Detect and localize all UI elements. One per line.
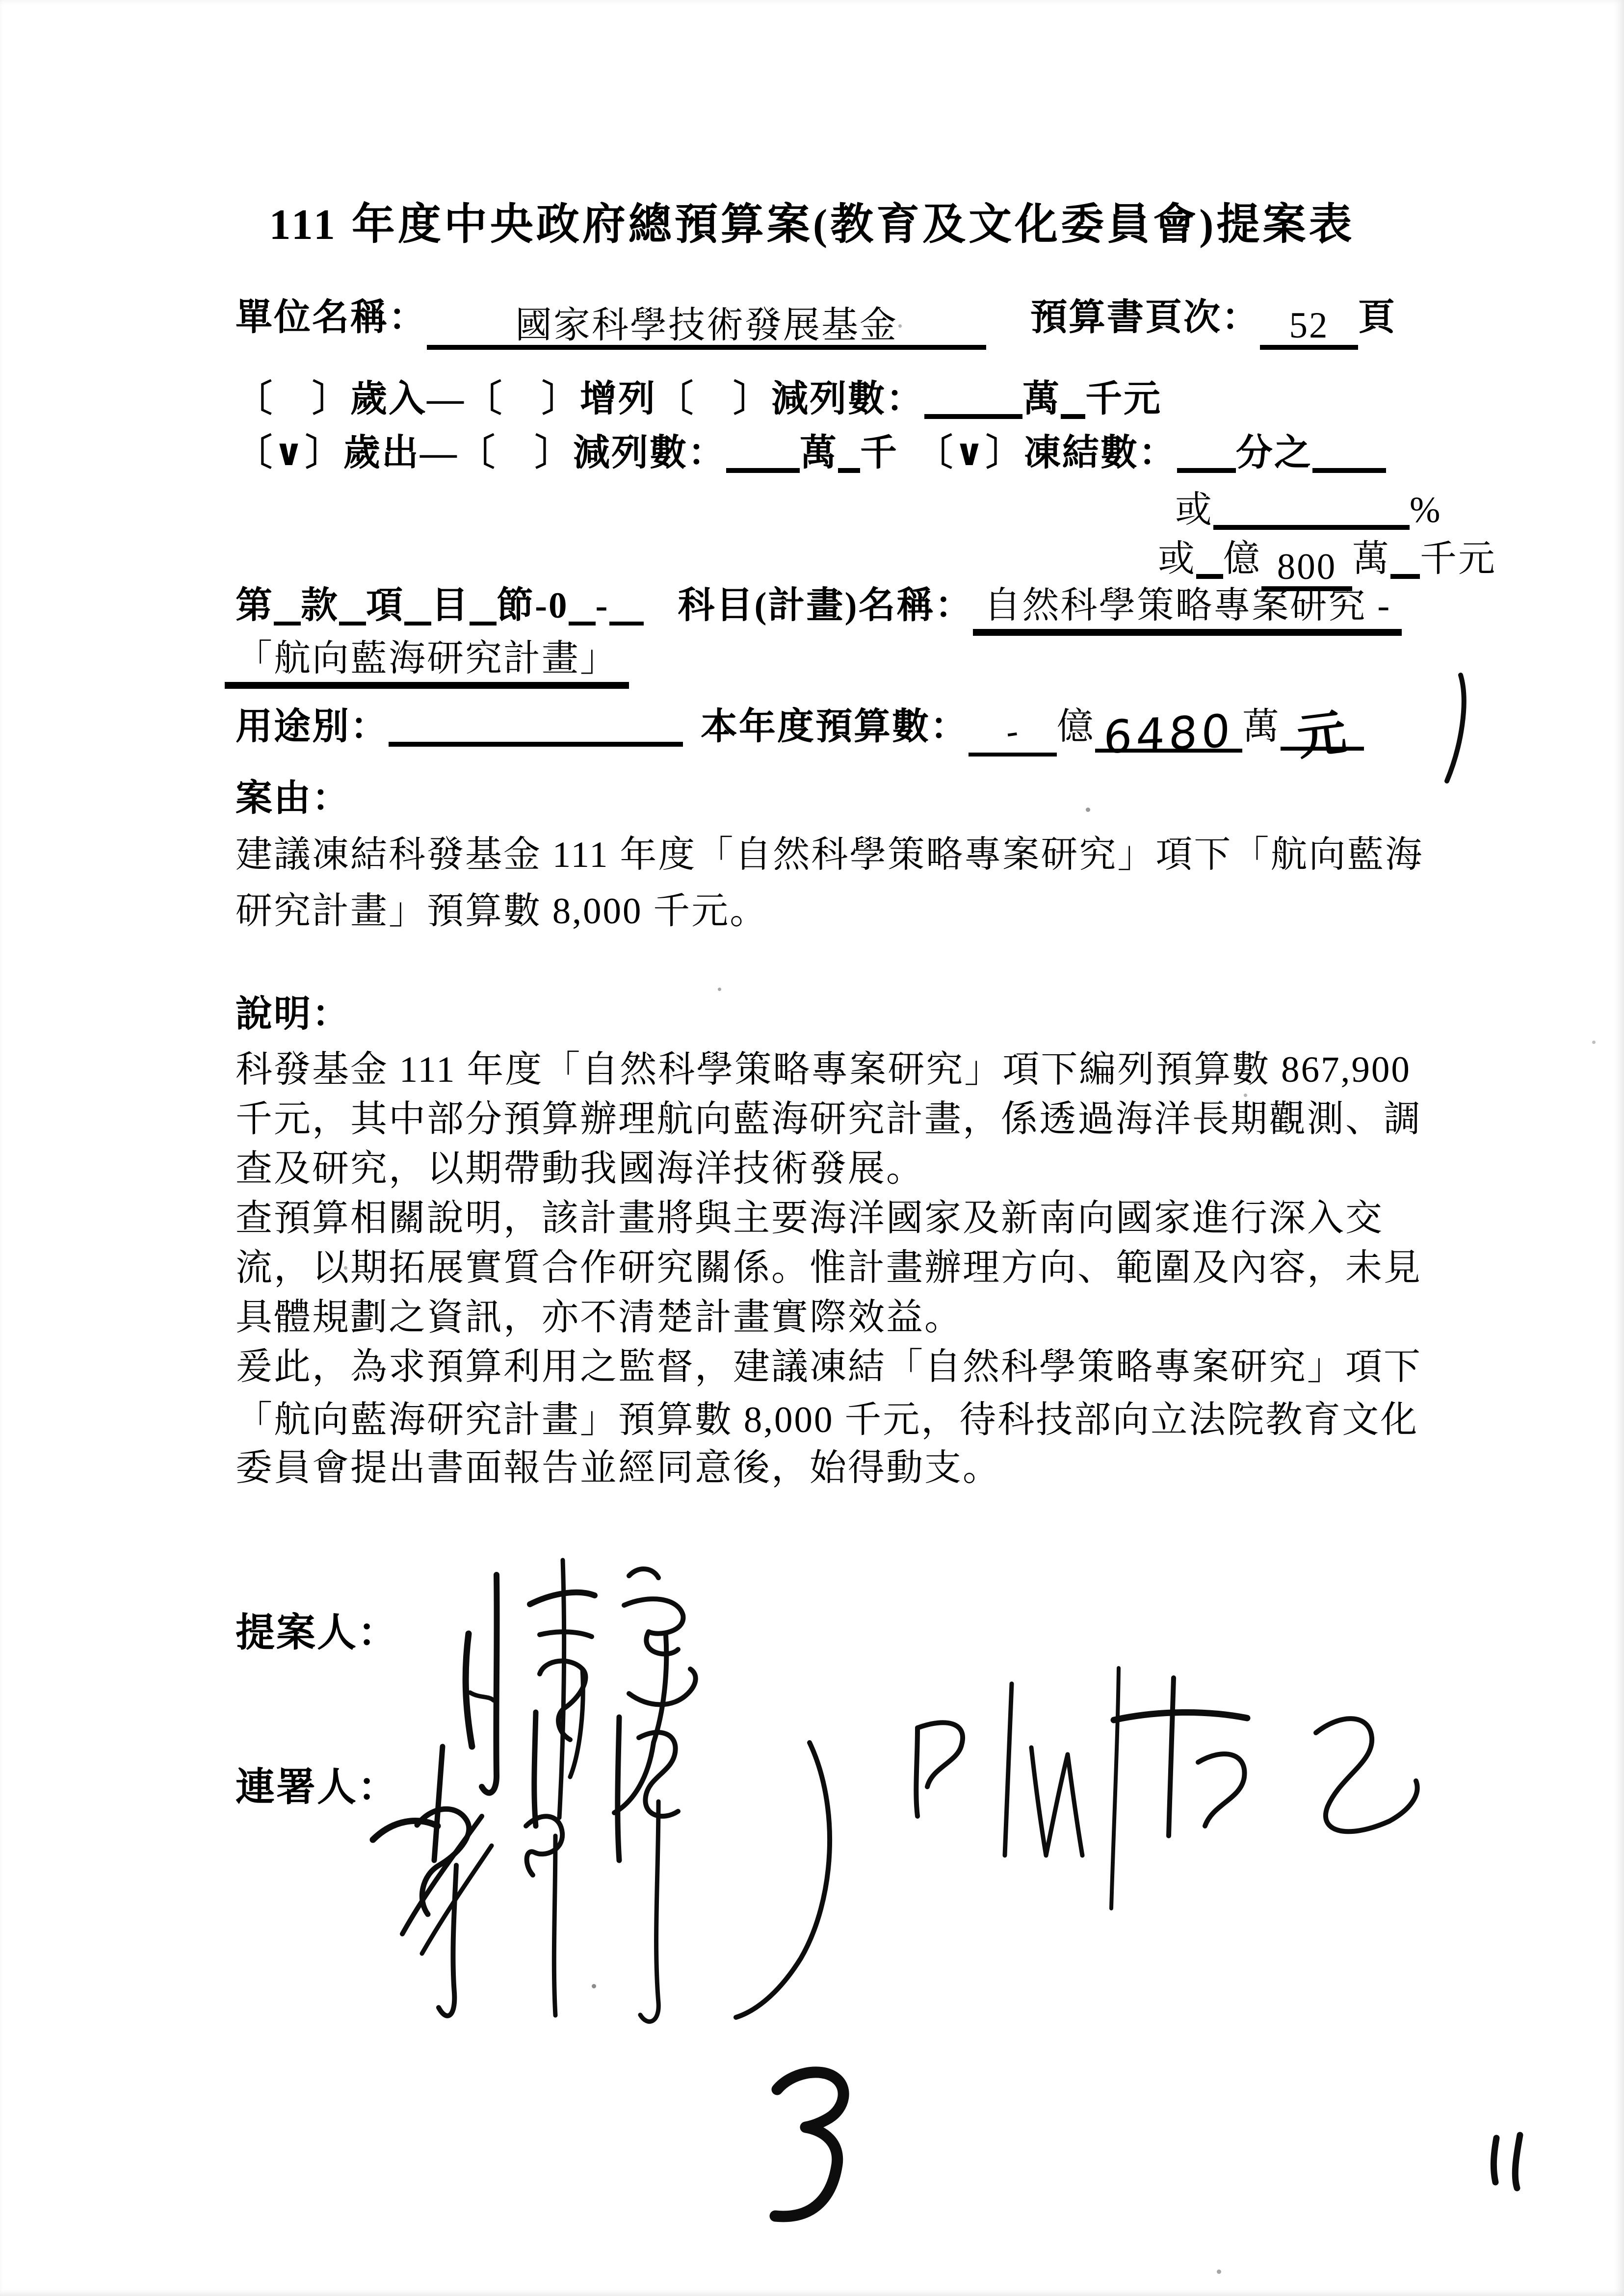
cosigner-signature-2 bbox=[883, 1663, 1447, 1913]
description-line: 委員會提出書面報告並經同意後，始得動支。 bbox=[236, 1448, 1001, 1488]
handwritten-yuan: 元 bbox=[1293, 703, 1351, 766]
budget-page-value: 52 bbox=[1289, 305, 1329, 346]
expense-row bbox=[236, 428, 1386, 474]
mu-label: 目 bbox=[431, 585, 470, 626]
mu-blank bbox=[404, 581, 431, 626]
scan-noise-specks bbox=[0, 0, 2, 2]
budget-page-label: 預算書頁次： bbox=[1030, 297, 1260, 338]
unit-value: 國家科學技術發展基金 bbox=[515, 305, 898, 346]
percent-sign: % bbox=[1410, 490, 1442, 530]
unit-row bbox=[236, 297, 1396, 350]
revenue-add-label: 增列 bbox=[580, 379, 657, 419]
expense-subject: 歲出— bbox=[343, 433, 458, 473]
subject-value-underlined: 自然科學策略專案研究 - bbox=[973, 585, 1402, 636]
unit-qianyuan: 千元 bbox=[1085, 379, 1162, 419]
freeze-blank2 bbox=[1312, 428, 1386, 473]
handwritten-folio-11 bbox=[1487, 2133, 1536, 2192]
description-line: 「航向藍海研究計畫」預算數 8,000 千元，待科技部向立法院教育文化 bbox=[236, 1400, 1419, 1440]
xiang-blank bbox=[339, 581, 366, 626]
expense-cut-label: 減列數： bbox=[573, 433, 726, 473]
unit-wan: 萬 bbox=[1022, 379, 1061, 419]
jie-blank bbox=[470, 581, 497, 626]
case-line: 建議凍結科發基金 111 年度「自然科學策略專案研究」項下「航向藍海 bbox=[236, 835, 1424, 875]
revenue-amount-blank bbox=[924, 374, 1022, 419]
case-heading: 案由： bbox=[236, 778, 351, 819]
subject-label: 科目(計畫)名稱： bbox=[678, 585, 973, 626]
description-heading: 說明： bbox=[236, 994, 351, 1035]
form-title: 111 年度中央政府總預算案(教育及文化委員會)提案表 bbox=[269, 201, 1355, 249]
yi-amount-blank bbox=[969, 712, 1057, 757]
fraction-label: 分之 bbox=[1235, 433, 1312, 473]
description-line: 具體規劃之資訊，亦不清楚計畫實際效益。 bbox=[236, 1297, 963, 1338]
year-budget-label: 本年度預算數： bbox=[701, 706, 969, 747]
spacer bbox=[644, 617, 678, 618]
checkbox-unchecked-icon: 〔 〕 bbox=[236, 379, 351, 419]
usage-row bbox=[236, 702, 1364, 766]
kuan-blank bbox=[274, 581, 301, 626]
case-line: 研究計畫」預算數 8,000 千元。 bbox=[236, 891, 768, 932]
description-line: 流，以期拓展實質合作研究關係。惟計畫辦理方向、範圍及內容，未見 bbox=[236, 1248, 1422, 1288]
percent-blank bbox=[1213, 485, 1410, 530]
unit-wan: 萬 bbox=[1242, 706, 1281, 747]
unit-qian: 千 bbox=[860, 433, 898, 473]
unit-qianyuan: 千元 bbox=[1420, 539, 1497, 579]
handwritten-page-number-3 bbox=[760, 2058, 859, 2227]
checkbox-unchecked-icon: 〔 〕 bbox=[656, 379, 772, 419]
item-row bbox=[236, 581, 1402, 636]
checkbox-checked-icon: 〔∨〕 bbox=[916, 433, 1024, 473]
spacer bbox=[986, 329, 1030, 330]
jie-blank2 bbox=[569, 581, 596, 626]
or-label: 或 bbox=[1175, 490, 1214, 530]
unit-value-underline bbox=[427, 305, 986, 350]
item-row-continuation bbox=[225, 638, 629, 689]
checkbox-checked-icon: 〔∨〕 bbox=[236, 433, 343, 473]
revenue-subject: 歲入— bbox=[350, 379, 466, 419]
description-line: 查預算相關說明，該計畫將與主要海洋國家及新南向國家進行深入交 bbox=[236, 1198, 1384, 1239]
checkbox-unchecked-icon: 〔 〕 bbox=[465, 379, 580, 419]
unit-yi: 億 bbox=[1057, 706, 1096, 747]
description-line: 查及研究，以期帶動我國海洋技術發展。 bbox=[236, 1148, 925, 1189]
yuan-tail-stroke bbox=[1440, 672, 1479, 785]
cosigner-label: 連署人： bbox=[236, 1766, 398, 1809]
handwritten-amount-6480: 6480 bbox=[1102, 704, 1235, 764]
unit-wan: 萬 bbox=[799, 433, 838, 473]
unit-label: 單位名稱： bbox=[236, 297, 427, 338]
di-label: 第 bbox=[236, 585, 274, 626]
yuan-blank bbox=[1281, 703, 1364, 766]
description-line: 科發基金 111 年度「自然科學策略專案研究」項下編列預算數 867,900 bbox=[236, 1049, 1411, 1090]
budget-page-underline bbox=[1260, 305, 1358, 350]
expense-amount-blank2 bbox=[838, 428, 860, 473]
unit-wan: 萬 bbox=[1352, 539, 1391, 579]
usage-label: 用途別： bbox=[236, 706, 389, 747]
jie-blank3 bbox=[609, 581, 644, 626]
wan-amount-blank bbox=[1095, 704, 1242, 764]
budget-page-unit: 頁 bbox=[1358, 297, 1397, 338]
xiang-label: 項 bbox=[366, 585, 405, 626]
revenue-cut-label: 減列數： bbox=[771, 379, 925, 419]
cosigner-signature-1 bbox=[343, 1678, 859, 2051]
handwritten-dash: - bbox=[1003, 711, 1022, 753]
description-line: 爰此，為求預算利用之監督，建議凍結「自然科學策略專案研究」項下 bbox=[236, 1347, 1422, 1387]
description-line: 千元，其中部分預算辦理航向藍海研究計畫，係透過海洋長期觀測、調 bbox=[236, 1099, 1422, 1140]
or-percent-row bbox=[1175, 485, 1442, 531]
subject-value2-underlined: 「航向藍海研究計畫」 bbox=[225, 638, 629, 689]
item-dash: - bbox=[595, 585, 609, 626]
usage-blank bbox=[389, 702, 683, 747]
qian-blank bbox=[1390, 534, 1420, 579]
yi-blank bbox=[1196, 534, 1223, 579]
expense-amount-blank bbox=[726, 428, 800, 473]
amount-800: 800 bbox=[1277, 547, 1337, 587]
unit-yi: 億 bbox=[1223, 539, 1262, 579]
or-label: 或 bbox=[1158, 539, 1197, 579]
checkbox-unchecked-icon: 〔 〕 bbox=[458, 433, 573, 473]
revenue-amount-blank2 bbox=[1061, 374, 1085, 419]
jie-label: 節-0 bbox=[497, 585, 569, 626]
spacer bbox=[683, 738, 701, 739]
proposer-label: 提案人： bbox=[236, 1612, 398, 1655]
kuan-label: 款 bbox=[301, 585, 340, 626]
freeze-label: 凍結數： bbox=[1023, 433, 1177, 473]
revenue-row bbox=[236, 374, 1162, 420]
freeze-blank1 bbox=[1177, 428, 1236, 473]
